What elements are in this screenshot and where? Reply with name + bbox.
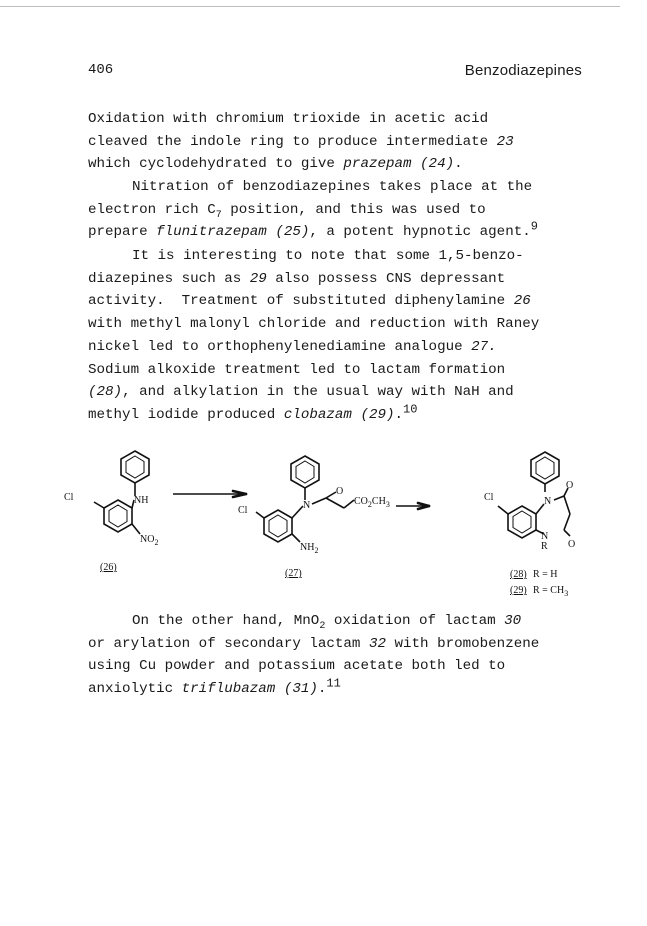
compound-label-29: (29) <box>510 585 527 596</box>
drug-name: flunitrazepam (25) <box>156 224 310 241</box>
paragraph-1 <box>88 108 588 176</box>
atom-label: Cl <box>238 505 248 516</box>
r-definition-29: $R = CH_3$ <box>533 585 569 598</box>
text-line: cleaved the indole ring to produce intermediate 23 <box>88 133 514 150</box>
atom-label: R <box>541 541 548 552</box>
atom-label: N <box>544 496 552 507</box>
text-line: diazepines such as 29 also possess CNS depressant <box>88 270 506 287</box>
text-line: (28), and alkylation in the usual way with NaH and <box>88 384 514 401</box>
atom-label: N <box>541 531 549 542</box>
text-line: electron rich $C_7$ position, and this was used to <box>88 201 486 221</box>
text-line: Oxidation with chromium trioxide in acetic acid <box>88 111 489 127</box>
reaction-scheme <box>60 448 620 613</box>
paragraph-2 <box>88 176 588 244</box>
atom-label: Cl <box>64 492 74 503</box>
text-line: anxiolytic triflubazam (31).$^{11}$ <box>88 676 341 698</box>
text-line: nickel led to orthophenylenediamine analogue 27. <box>88 338 497 355</box>
compound-ref: 26 <box>513 293 531 310</box>
text-line: with methyl malonyl chloride and reduction with Raney <box>88 316 540 333</box>
atom-label: NH <box>134 495 149 506</box>
atom-label: $NO_2$ <box>140 534 159 547</box>
structure-26 <box>94 451 149 534</box>
structure-27 <box>256 456 354 542</box>
text-line: methyl iodide produced clobazam (29).$^{10}$ <box>88 402 418 423</box>
compound-ref: 29 <box>249 270 267 287</box>
atom-label: N <box>303 500 311 511</box>
compound-ref: 23 <box>496 133 514 150</box>
atom-label: $NH_2$ <box>300 542 319 555</box>
text-line: which cyclodehydrated to give prazepam (24). <box>88 156 463 173</box>
top-scan-rule <box>0 6 620 7</box>
compound-label-27: (27) <box>285 568 302 579</box>
atom-label: $CO_2CH_3$ <box>354 496 390 509</box>
atom-label: O <box>336 486 344 497</box>
text-line: Sodium alkoxide treatment led to lactam formation <box>88 361 506 378</box>
compound-ref: (28) <box>88 384 123 401</box>
text-line: It is interesting to note that some 1,5-benzo- <box>132 248 524 264</box>
paragraph-3 <box>88 245 588 427</box>
drug-name: prazepam (24) <box>343 156 455 173</box>
compound-label-26: (26) <box>100 562 117 573</box>
footnote-ref: 10 <box>403 402 418 417</box>
footnote-ref: 9 <box>530 219 538 234</box>
drug-name: clobazam (29) <box>283 406 395 423</box>
compound-ref: 32 <box>368 635 386 652</box>
structure-28-29 <box>498 452 570 538</box>
atom-label: Cl <box>484 492 494 503</box>
compound-ref: 30 <box>504 613 522 629</box>
footnote-ref: 11 <box>326 676 341 691</box>
paragraph-4 <box>88 610 588 701</box>
running-head: Benzodiazepines <box>464 62 582 79</box>
text-line: Nitration of benzodiazepines takes place at the <box>132 179 533 195</box>
reaction-scheme-drawing <box>60 448 620 608</box>
page-number: 406 <box>88 62 114 78</box>
text-line: activity. Treatment of substituted diphenylamine 26 <box>88 293 531 310</box>
atom-label: O <box>566 480 574 491</box>
drug-name: triflubazam (31) <box>181 681 318 698</box>
text-line: or arylation of secondary lactam 32 with bromobenzene <box>88 635 540 652</box>
atom-label: O <box>568 539 576 550</box>
compound-label-28: (28) <box>510 569 527 580</box>
compound-ref: 27. <box>471 338 497 355</box>
r-definition-28: R = H <box>533 569 558 580</box>
text-line: using Cu powder and potassium acetate both led to <box>88 658 506 675</box>
text-line: prepare flunitrazepam (25), a potent hypnotic agent.$^9$ <box>88 219 538 241</box>
text-line: On the other hand, MnO$_2$ oxidation of lactam 30 <box>132 613 522 632</box>
